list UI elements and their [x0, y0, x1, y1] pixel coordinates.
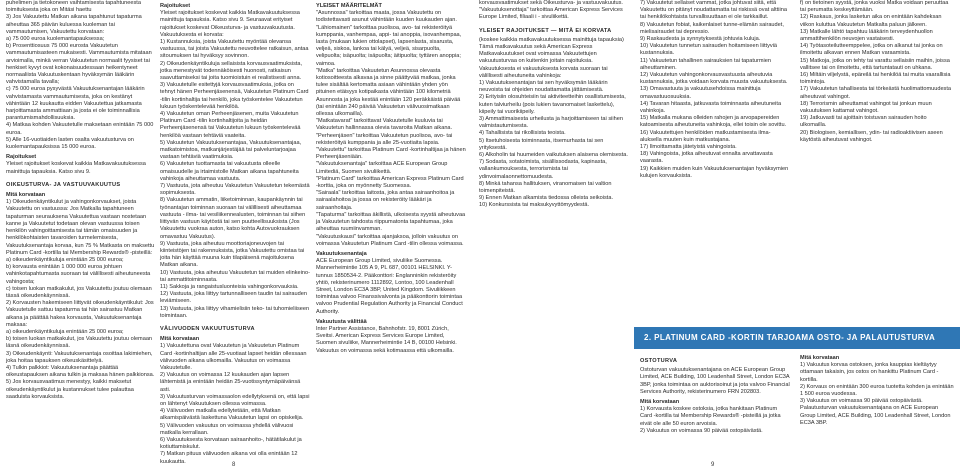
- paragraph: a) oikeudenkäyntikuluja enintään 25 000 euroa;: [6, 256, 124, 263]
- paragraph: 1) Kustannuksia, joista Vakuutettu myöntää olevansa vastuussa, tai joista Vakuutettu neuvottelee ratkaisun, antaa sitoumuksen tai hyväksyy sovinnon.: [160, 39, 309, 60]
- paragraph: 2) Oikeudenkäyntikuluja sellaisista korvausvaatimuksista, jotka menestyvät todennäköisesti huonosti, ratkaisun saavuttamiseksi tai joita tuomioistuin ei realistisesti anna.: [160, 60, 303, 82]
- paragraph: 19) Jatkuvasti tai ajoittain toistuvan sairauden hoito ulkomailla.: [800, 115, 927, 129]
- paragraph: 14) Työtasoteilutteemppelee, jotka on alkanut tai jonka on ilmoitettu alkavan ennen Matkan varaamista.: [800, 43, 943, 57]
- paragraph: "Lähiomainen" tarkoittaa puolisoa, avo- tai rekisteröityä kumppania, vanhempaa, appi- tai anoppia, isovanhempaa, lasta (mukaan lukien ottolapset), lapsenlasta, sisarusta, veljeä, siskoa, lankoa tai kälyä, veljeä, sisarpuolta, velipuolta; isäpuolta; isäpuolta; äitipuolta; tyttären anoppia; vaimoa.: [316, 24, 462, 67]
- section-banner-title: 2. PLATINUM CARD -KORTIN TARJOAMA OSTO- JA PALAUTUSTURVA: [644, 333, 936, 342]
- paragraph: 3) Oikeudenkäynti: Vakuutuksenantaja osoittaa lakimiehen, joka hoitaa tapauksen oikeuskäsittelyä.: [6, 350, 153, 364]
- paragraph: 8) Minkä tahansa hallituksen, viranomaisen tai valtion toimenpiteistä.: [479, 180, 612, 195]
- paragraph: 13) Vastuuta, joka liittyy vihamielisiin teko- tai tuhomieliiseen toimintaan.: [160, 305, 310, 319]
- paragraph: 1) Vakuutus korvaa ostoksen, jonka kauppias kieltäytyy ottamaan takaisin, jos ostos on hankittu Platinum Card -kortilla.: [800, 362, 939, 383]
- paragraph: (koskee kaikkia matkavakuutuksessa mainittuja tapauksia): [479, 36, 624, 43]
- paragraph: 17) Vakuutetun tahallisesta tai törkeästä huolimattomuudesta aiheutuvat vahingot.: [800, 86, 952, 100]
- paragraph: 9) Vastuuta, joka aiheutuu moottoriajoneuvojen tai kiinteistöjen tai rakennuksista, jotka Vakuutettu omistaa tai joita hän käyttää muuna kuin tilapäisenä majoituksena Matkan aikana.: [160, 240, 305, 269]
- paragraph: 10) Vastuuta, joka aiheutuu Vakuutetun tai muiden elinkeino- tai ammattitoiminnasta.: [160, 269, 310, 283]
- paragraph: "Perheenjäsen" tarkoittaa Vakuutetun puolisoa, avo- tai rekisteröityä kumppania ja alle 25-vuotiaita lapsia.: [316, 132, 453, 146]
- section-heading: VÄLIVUODEN VAKUUTUSTURVA: [160, 325, 255, 332]
- column-6-lower: [800, 352, 954, 472]
- paragraph: 20) Biologisen, kemiallisen, ydin- tai radioaktiivisen aseen käytöstä aiheutuvat vahingot.: [800, 129, 943, 143]
- paragraph: 1) Oikeudenkäyntikulut ja vahingonkorvaukset, joista Vakuutettu on vastuussa: Jos Matkalla tapahtuneen tapaturman seurauksena Vakuutettua vastaan nostetaan kanne ja Vakuutetut todetaan olevan vastuussa toisen henkilön vahingoittamisesta tai tämän omaisuuden ja henkilökohtaisten tavaroiden turmelemisesta, Vakuutuksenantaja korvaa, kun 75 % Matkasta on maksettu Platinum Card -kortilla tai Membership Rewards® -pisteillä:: [6, 199, 155, 256]
- paragraph: "Platinum Card" tarkoittaa American Express Platinum Card -korttia, joka on myönnetty Suomessa.: [316, 175, 464, 190]
- paragraph: 7) Sodasta, sotatoimista, sisällissodasta, kapinasta, vallankumouksesta, terrorismista tai ydinvoimalaonnettomuudesta.: [479, 159, 607, 180]
- paragraph: 1) Korvausta koskee ostoksia, jotka hankitaan Platinum Card -kortilla tai Membership Rewards® -pisteillä ja jotka eivät ole alle 50 euron arvoisia.: [640, 406, 781, 427]
- column-1: [6, 0, 156, 472]
- paragraph: 2) Vakuutus on voimassa 12 kuukauden ajan lapsen lähtemistä ja enintään heidän 25-vuotissyntymäpäivänsä asti.: [160, 372, 301, 393]
- paragraph: 3) Vakuutetulle esitettyjä korvausvaatimuksia, jotka on tehnyt hänen Perheenjäsenensä, Vakuutetun Platinum Card -tilin kortinhaltija tai henkilö, joka työskentelee Vakuutetun lukuun työskentelevää henkilöä.: [160, 82, 309, 110]
- section-heading: Rajoitukset: [6, 154, 37, 161]
- paragraph: "Asunnossa" tarkoittaa maata, jossa Vakuutettu on todistettavasti asunut vähintään kuuden kuukauden ajan.: [316, 10, 457, 24]
- paragraph: 16) Vakuutettujen henkilöiden matkustamisesta ilma-aluksella muuten kuin matkustajana.: [640, 129, 771, 143]
- paragraph: 3) Vakuutus on voimassa 90 päivää ostopäivästä.: [800, 398, 923, 405]
- paragraph: 4) Vakuutetun oman Perheenjäsenen, muita Vakuutetun Platinum Card -tilin kortinhaltijoita ja heidän Perheenjäsenensä tai Vakuutetun lukuun työskentelevää henkilöä vastaan tehtäviä vaateita.: [160, 111, 301, 139]
- paragraph: 5) Itsetuhoisesta toiminnasta, itsemurhasta tai sen yrityksestä.: [479, 137, 604, 151]
- paragraph: "Vakuutuksenantaja" tarkoittaa ACE European Group Limitediä, Suomen sivuliikettä.: [316, 161, 448, 175]
- paragraph: 9) Ennen Matkan alkamista tiedossa olleista seikoista.: [479, 195, 614, 202]
- paragraph: f) on tietoinen syystä, jonka vuoksi Matka voidaan peruuttaa tai perumatta keskeyttämään.: [800, 0, 949, 14]
- paragraph: a) oikeudenkäyntikuluja enintään 25 000 euroa;: [6, 328, 124, 335]
- paragraph: 16) Miltäin viljelystä, epäreilä tai henkilöä tai muita vaarallisia toimintoja.: [800, 72, 951, 86]
- section-heading: OSTOTURVA: [640, 358, 678, 364]
- paragraph: 12) Vakuutetun vahingonkorvausvastuusta aiheutuvia kustannuksia, jotka voidaan korvata muusta vakuutuksesta.: [640, 72, 788, 86]
- paragraph: ACE European Group Limited, sivuliike Suomessa. Mannerheimintie 105 A 9, PL 687, 00101 HELSINKI. Y-tunnus 1850534-2. Pääkonttori: Englanninkin rekisteröity yhtiö, rekisterinumero 1112892, Lontoo, 100 Leadenhall Street, London EC3A 3BP, United Kingdom. Sivuliikkeen toimintaa valvoo Finanssivalvonta ja pääkonttorin toimintaa valvoo Prudential Regulation Authority ja Financial Conduct Authority.: [316, 258, 463, 315]
- paragraph: 7) Matkan pituus välivuoden aikana voi olla enintään 12 kuukautta.: [160, 451, 298, 465]
- section-heading: Mitä korvataan: [6, 192, 46, 199]
- paragraph: puhelimen ja tietokoneen vaihtamisesta tapahtuneesta toimituksesta joka on Mitäsi haettu: [6, 0, 141, 14]
- paragraph: 2) Vakuutus on voimassa 90 päivää ostopäivästä.: [640, 427, 763, 434]
- paragraph: 5) Välivuoden vakuutus on voimassa yhdellä välivuosi matkalla kerrallaan.: [160, 422, 294, 436]
- paragraph: 9) Raskaudesta ja synnytyksestä johtuvia kuluja.: [640, 36, 761, 43]
- paragraph: 4) Tulkin palkkiot: Vakuutuksenantaja päättää oikeustapauksen aikana tulkin ja maksaa hänen palkkionsa.: [6, 364, 155, 379]
- paragraph: "Matkatavarat" tarkoittavat Vakuutetulle kuuluvia tai Vakuutetun hallinnassa olevia tavaroita Matkan aikana.: [316, 118, 453, 132]
- paragraph: 19) Kaikkien muiden kuin Vakuutuksenantajan hyväksymien kulujen korvauksista.: [640, 165, 789, 179]
- paragraph: 15) Matkoja, jotka on tehty tai varattu sellaisiin maihin, joissa vallitsee tai on ilmoitettu, että tartuntatauti on uhkana.: [800, 57, 950, 71]
- paragraph: c) toisen luokan matkakulut, jos Vakuutettu joutuu olemaan tässä oikeudenkäynnissä.: [6, 285, 152, 299]
- paragraph: 3) Jos Vakuutettu Matkan aikana tapahtunut tapaturma aiheuttaa 365 päivän kuluessa kuoleman tai vammautumisen, Vakuutettu korvataan:: [6, 14, 142, 35]
- paragraph: 17) Ilmoittamatta jätetyistä vahingoista.: [640, 144, 737, 151]
- paragraph: 2) Korvausten hakemiseen liittyvät oikeudenkäyntikulut: Jos Vakuutetulle sattuu tapaturma tai hän sairastuu Matkan aikana ja päättää hakea korvausta, Vakuutuksenantaja maksaa:: [6, 300, 154, 328]
- paragraph: 15) Matkalla mukana olleiden rahojen ja arvopapereiden katoamisesta aiheutuneita vahinkoja, ellei toisin ole sovittu.: [640, 115, 787, 129]
- paragraph: 4) Tahallisista tai rikollisista teoista.: [479, 130, 566, 137]
- paragraph: "Tapaturma" tarkoittaa äkillistä, ulkoisesta syystä aiheutuvaa ja Vakuutetun tahdosta riippumatonta tapahtumaa, joka aiheuttaa ruumiinvamman.: [316, 211, 466, 233]
- paragraph: 11) Sakkoja ja rangaistusluonteisia vahingonkorvauksia.: [160, 283, 299, 290]
- section-heading: Mitä korvataan: [800, 355, 840, 361]
- paragraph: 4) Matkaa kohden Vakuutetulle maksetaan enintään 75 000 euroa.: [6, 122, 154, 136]
- section-heading: YLEISET MÄÄRITELMÄT: [316, 3, 382, 9]
- section-heading: Mitä korvataan: [160, 336, 200, 343]
- paragraph: "Sairaala" tarkoittaa laitosta, joka antaa sairaanhoitoa ja sairaalahoitoa ja jossa on rekisteröity lääkäri ja sairaanhoitaja.: [316, 190, 455, 211]
- section-heading: Mitä korvataan: [640, 399, 680, 406]
- paragraph: 5) Vakuutetun Vakuutuksenantajaa, Vakuutuksenantajaa, matkatoimistoa, matkanjärjestäjää tai palveluntarjoajaa vastaan tehtäviä vaatimuksia.: [160, 139, 302, 161]
- paragraph: 10) Konkurssista tai maksukyvyttömyydestä.: [479, 202, 590, 209]
- section-banner: [634, 327, 960, 349]
- column-6: [800, 0, 954, 300]
- paragraph: 12) Vastuuta, joka liittyy tartunnalliseen taudin tai sairauden leviämiseen.: [160, 291, 307, 305]
- paragraph: 10) Vakuutetun tunnetun sairauden hoitamiseen liittyviä kustannuksia.: [640, 43, 778, 57]
- paragraph: Yleiset rajoitukset koskevat kaikkia Matkavakuutuksessa mainittuja tapauksia. Katso sivu 9. Seuraavat erityiset rajoitukset koskevat Oikeusturva- ja vastuuvakuutusta. Vakuutuksesta ei korvata:: [160, 10, 300, 38]
- paragraph: 5) Alle 16-vuotiaiden lasten osalta vakuutusturva on kuolemantapauksissa 15 000 euroa.: [6, 136, 134, 151]
- paragraph: 11) Vakuutetun tahallinen sairauksien tai tapaturmien aiheuttaminen.: [640, 57, 772, 71]
- paragraph: 8) Vakuutetun fobiat, kaikenlaiset tunne-elämän sairaudet, mielisairaudet tai depressio.: [640, 21, 784, 35]
- paragraph: Palautusturvan vakuutuksenantajana on ACE European Group Limited, ACE Building, 100 Leadenhall Street, London EC3A 3BP.: [800, 405, 951, 426]
- column-4: [479, 0, 629, 440]
- paragraph: c) 75 000 euroa pysyvästä Vakuutuksenantajan lääkärin vahvistamasta vammautumisesta, joka on kestänyt vähintään 12 kuukautta eidden Vakuutettua jatkamasta harjoittamasta ammattiaan ja josta ei ole toiminnallisia parantumismahdollisuuksia.: [6, 86, 145, 122]
- paragraph: "Vakuutettu" tarkoittaa Platinum Card -kortinhaltijaa ja hänen Perheenjäseniään.: [316, 147, 466, 161]
- paragraph: 13) Matkalle lähtö tapahtuu lääkärin terveydenhuollon ammattihenkilön neuvojen vastaisesti.: [800, 28, 933, 43]
- paragraph: 5) Jos korvausvaatimus menestyy, kaikki maksetut oikeudenkäyntikulut ja kustannukset tulee palauttaa saaduista korvauksista.: [6, 379, 134, 400]
- paragraph: 1) Vakuutuksenantajan tai sen hyväksymän lääkärin neuvoista tai ohjeiden noudattamatta jättämisestä.: [479, 80, 608, 94]
- paragraph: 18) Vahingoista, jotka aiheutuvat ennalta arvattavasta vaarasta.: [640, 151, 773, 165]
- page-number-right: 9: [711, 462, 715, 468]
- paragraph: 3) Vakuutusturvan voimassaolon edellytyksenä on, että lapsi on lähtenyt Vakuutuksen ollessa voimassa.: [160, 393, 310, 407]
- paragraph: 18) Terrorismin aiheuttamat vahingot tai jonkun muun vakuutuksen kattamat vahingot.: [800, 100, 932, 115]
- paragraph: Inter Partner Assistance, Bahnhofstr. 19, 8001 Zürich, Sveitsi. American Express Services Europe Limited, Suomen sivuliike, Mannerheimintie 14 B, 00100 Helsinki.: [316, 325, 457, 347]
- paragraph: 2) Korvaus on enintään 300 euroa tuotetta kohden ja enintään 1 500 euroa vuodessa.: [800, 383, 954, 398]
- paragraph: b) Prosenttiosuus 75 000 eurosta Vakuutetun vammautumisasteen mukaisesti. Vammautumista mitataan arvioimalla, minkä verran Vakuutetun normaalit fyysiset tai henkiset kyvyt ovat kokonaisuudessaan heikentyneet normaaliista Vakuutuskentaan hyväksymän lääkärin vahvistamalla tavalla;: [6, 43, 152, 86]
- paragraph: Yleiset rajoitukset koskevat kaikkia Matkavakuutuksessa mainittuja tapauksia. Katso sivu 9.: [6, 161, 146, 175]
- paragraph: b) toisen luokan matkakulut, jos Vakuutettu joutuu olemaan läsnä oikeudenkäynnissä.: [6, 336, 153, 350]
- paragraph: a) 75 000 euroa kuolemantapauksessa;: [6, 36, 105, 43]
- paragraph: 6) Alkoholin tai huumeiden vaikutuksen alaisena olemisesta.: [479, 152, 628, 159]
- section-heading: OIKEUSTURVA- JA VASTUUVAKUUTUS: [6, 181, 121, 188]
- section-heading: Vakuutusta välittää: [316, 318, 367, 325]
- paragraph: Ostoturvan vakuutuksenantajana on ACE European Group Limited, ACE Building, 100 Leadenhall Street, London EC3A 3BP, jonka toimintaa on auktorisoinut ja jota valvoo Financial Services Authority, rekisterinumero FRN 202803.: [640, 367, 790, 395]
- paragraph: 6) Vakuutetun tuottamasta tai vakuutusta olleelle omaisuudelle ja irtaimistolle Matkan aikana tapahtuneita vahinkoja aiheuttamaa vastuuta.: [160, 161, 299, 182]
- column-5-lower: [640, 352, 790, 472]
- paragraph: 3) Ammattimaisesta urheilusta ja harjoittamiseen tai siihen valmistautumisesta.: [479, 116, 623, 130]
- section-heading: Vakuutuksenantaja: [316, 250, 367, 257]
- section-heading: YLEISET RAJOITUKSET — MITÄ EI KORVATA: [479, 27, 612, 34]
- paragraph: 4) Välivuoden matkalla edellytetään, että Matkan alkamispäivästä laskettuna Vakuutetun lapsi on opiskelija.: [160, 408, 304, 422]
- paragraph: b) korvausta enintään 1 000 000 euroa johtuen vahinkotapahtumasta suoraan tai välillisesti aiheutuneesta vahingosta;: [6, 264, 151, 285]
- paragraph: 14) Tavaran hitaasta, jatkuvasta toiminnasta aiheutuneita vahinkoja.: [640, 100, 782, 115]
- paragraph: 2) Erityisiin olosuhteisiin tai aktiviteetteihin osallistumisesta, kuten talviurheilu (pois lukien tavanomaiset laskettelu), kiipeily tai vuorikiipeily.: [479, 94, 626, 115]
- paragraph: 7) Vakuutetut sellaiset vammat, jotka johtuvat siitä, että Vakuutettu on pitänyt noudattamatta tai riskissä ovat alttiina tai henkilökohtaista turvallisuuttaan ei ole tarkkaillut.: [640, 0, 787, 21]
- paragraph: 1) Vakuutettuna ovat Vakuutetun ja Vakuutetun Platinum Card -kortinhaltijan alle 25-vuotiaat lapset heidän ollessaan välivuoden aikana ulkomailla. Vakuutus on voimassa Vakuutetulle.: [160, 343, 307, 371]
- paragraph: "Vakuutuksenottaja" tarkoittaa American Express Services Europe Limited, filiaali i - sivuliikettä.: [479, 7, 623, 21]
- paragraph: 13) Omavastuuta ja vakuutusehdoissa mainittuja omavastuuosuuksia.: [640, 86, 761, 100]
- paragraph: 8) Vakuutetun ammatin, liiketoiminnan, kaupankäynnin tai työnantajan toiminnan suoraan tai välillisesti aiheuttamaa vastuuta - ilma- tai vesiliikennealusten, toiminnan tai siihen liittyvän vastuun käytöstä tai sen puutteellisuuksista (Jos Vakuutettu vuokraa auton, katso kohta Autovuokrauksen omavastuu Vakuutus).: [160, 197, 306, 240]
- column-5: [640, 0, 790, 300]
- paragraph: 12) Raskaus, jonka lasketun aika on enintään kahdeksan viikon kuluttua Vakuutetun Matkalta paluun jälkeen.: [800, 14, 942, 28]
- paragraph: Tämä matkavakuutus sekä American Express Matkavakuutukset ovat voimassa Vakuutettujen vakuutusturvaa on kuitenkin joitain rajoituksia. Vakuutuksesta ei vakuutuksesta korvata suoraan tai välillisesti aiheutuneita vahinkoja:: [479, 44, 608, 79]
- paragraph: 7) Vastuuta, jota aiheutuu Vakuutetun Vakuutetun tekemästä sopimuksesta.: [160, 183, 310, 197]
- section-heading: Rajoitukset: [160, 3, 191, 9]
- paragraph: korvausvaatimukset sekä Oikeusturva- ja vastuuvakuutus.: [479, 0, 623, 6]
- paragraph: "Vakuutuskausi" tarkoittaa ajanjaksoa, jolloin vakuutus on voimassa Vakuutetun Platinum Card -tilin ollessa voimassa.: [316, 233, 464, 247]
- paragraph: 6) Vakuutuksesta korvataan sairaanhoito-, hätätilakulut ja kotiuttamiskulut.: [160, 436, 302, 451]
- column-3: [316, 0, 466, 440]
- column-2: [160, 0, 310, 465]
- page-number-left: 8: [232, 462, 236, 468]
- paragraph: Vakuutus on voimassa sekä kotimaassa että ulkomailla.: [316, 347, 454, 354]
- paragraph: "Matka" tarkoittaa Vakuutetun Asunnossa olevasta kotiosoitteesta alkavaa ja sinne päättyvää matkaa, jonka tulee sisältää kertomatta asiaan vähintään yhden yön pituinen etäisyys kotipaikasta vähintään 100 kilometriä Asunnosta ja joka kestää enintään 120 peräkkäistä päivää (tai enintään 240 päivää Vakuutetun välivuosimatkaan ollessa ulkomailla).: [316, 67, 461, 118]
